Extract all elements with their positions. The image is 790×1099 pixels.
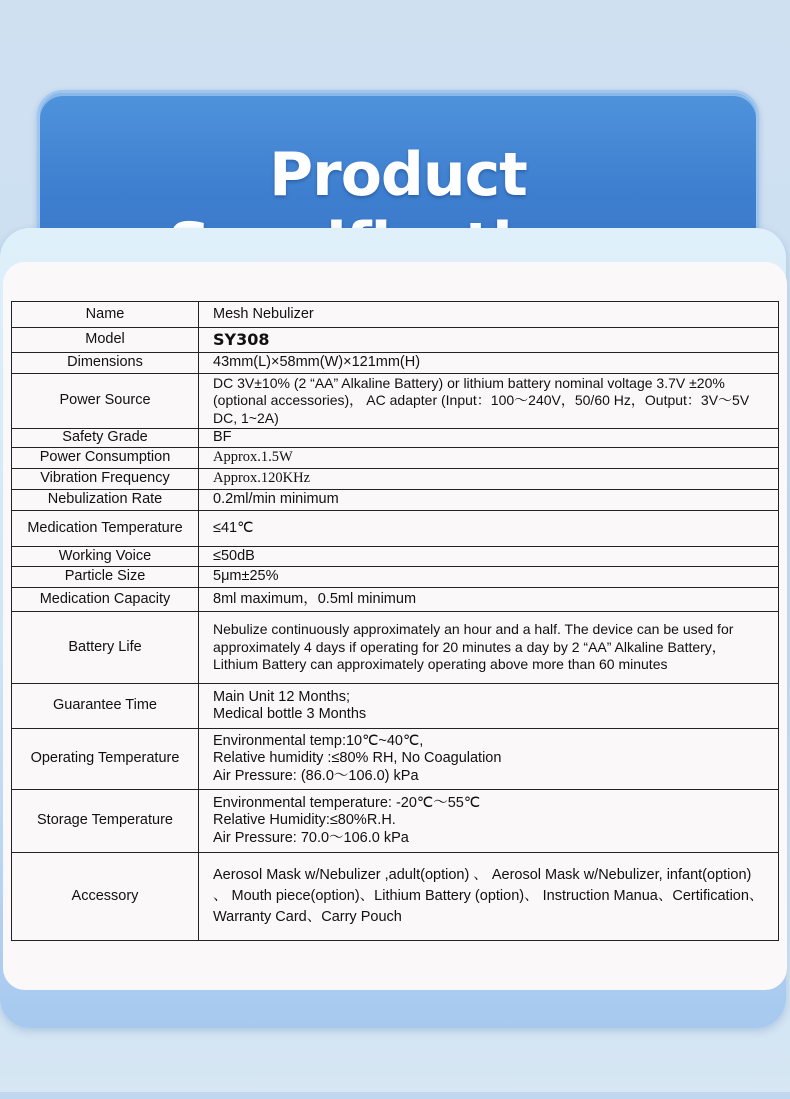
spec-label: Battery Life: [12, 612, 199, 684]
spec-label: Storage Temperature: [12, 790, 199, 853]
table-row: [12, 511, 779, 547]
spec-value: ≤50dB: [199, 547, 779, 567]
spec-label: Dimensions: [12, 353, 199, 374]
table-row: [12, 353, 779, 374]
table-row: [12, 567, 779, 588]
table-row: [12, 469, 779, 490]
spec-value: Nebulize continuously approximately an hour and a half. The device can be used for approximately 4 days if operating for 20 minutes a day by 2 “AA” Alkaline Battery， Lithium Battery can approximately operating above more than 60 minutes: [199, 612, 779, 684]
bottom-strip: [0, 1092, 790, 1099]
table-row: [12, 374, 779, 429]
table-row: [12, 612, 779, 684]
spec-value: [199, 729, 779, 790]
spec-value: ≤41℃: [199, 511, 779, 547]
table-row: [12, 790, 779, 853]
spec-value: 8ml maximum，0.5ml minimum: [199, 588, 779, 612]
spec-label: Medication Temperature: [12, 511, 199, 547]
page-title: Product: [269, 140, 527, 210]
spec-label: Vibration Frequency: [12, 469, 199, 490]
spec-label: Power Source: [12, 374, 199, 429]
spec-value: Mesh Nebulizer: [199, 302, 779, 328]
table-row: [12, 302, 779, 328]
spec-value-line: Relative humidity :≤80% RH, No Coagulation: [213, 750, 502, 767]
spec-value: SY308: [199, 328, 779, 353]
table-row: [12, 328, 779, 353]
spec-table: [11, 301, 779, 941]
spec-value: BF: [199, 429, 779, 448]
spec-value-line: Main Unit 12 Months;: [213, 688, 351, 705]
spec-label: Particle Size: [12, 567, 199, 588]
spec-label: Nebulization Rate: [12, 490, 199, 511]
spec-value: 43mm(L)×58mm(W)×121mm(H): [199, 353, 779, 374]
table-row: [12, 547, 779, 567]
spec-value-line: Relative Humidity:≤80%R.H.: [213, 812, 396, 829]
spec-value: [199, 790, 779, 853]
table-row: [12, 684, 779, 729]
spec-value-line: Air Pressure: 70.0～106.0 kPa: [213, 829, 409, 846]
spec-value-line: Medical bottle 3 Months: [213, 706, 367, 722]
table-row: [12, 448, 779, 469]
spec-label: Safety Grade: [12, 429, 199, 448]
table-row: [12, 588, 779, 612]
spec-label: Power Consumption: [12, 448, 199, 469]
spec-value-line: Environmental temperature: -20℃～55℃: [213, 794, 481, 811]
spec-label: Guarantee Time: [12, 684, 199, 729]
spec-value-line: Environmental temp:10℃~40℃,: [213, 732, 424, 749]
spec-label: Model: [12, 328, 199, 353]
spec-value: Approx.120KHz: [199, 469, 779, 490]
spec-value-line: Air Pressure: (86.0～106.0) kPa: [213, 767, 419, 784]
spec-value: DC 3V±10% (2 “AA” Alkaline Battery) or lithium battery nominal voltage 3.7V ±20% (optional accessories)， AC adapter (Input：100～240V，50/60 Hz，Output：3V～5V DC, 1~2A): [199, 374, 779, 429]
table-row: [12, 490, 779, 511]
spec-value: [199, 684, 779, 729]
spec-label: Operating Temperature: [12, 729, 199, 790]
spec-value: 0.2ml/min minimum: [199, 490, 779, 511]
spec-label: Working Voice: [12, 547, 199, 567]
spec-label: Accessory: [12, 853, 199, 941]
table-row: [12, 853, 779, 941]
spec-value: Approx.1.5W: [199, 448, 779, 469]
spec-label: Name: [12, 302, 199, 328]
table-row: [12, 429, 779, 448]
table-row: [12, 729, 779, 790]
spec-label: Medication Capacity: [12, 588, 199, 612]
spec-value: Aerosol Mask w/Nebulizer ,adult(option) 、 Aerosol Mask w/Nebulizer, infant(option) 、 Mouth piece(option)、Lithium Battery (option)、 Instruction Manua、Certification、Warranty Card、Carry Pouch: [199, 853, 779, 941]
spec-value: 5μm±25%: [199, 567, 779, 588]
